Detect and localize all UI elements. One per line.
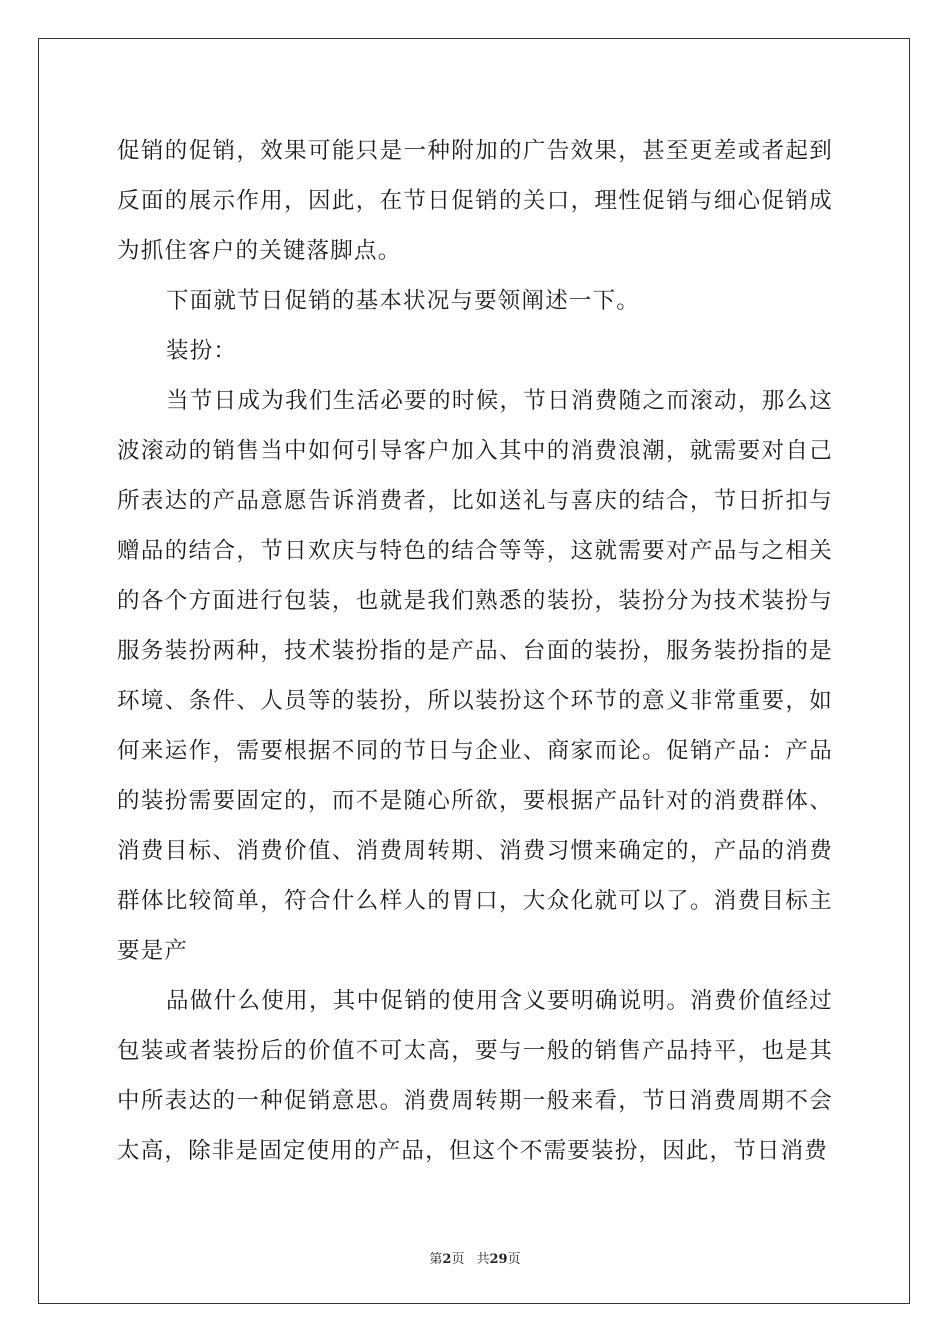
paragraph-2: 下面就节日促销的基本状况与要领阐述一下。 xyxy=(166,288,641,314)
page-footer xyxy=(0,1248,950,1267)
document-body xyxy=(117,126,833,1176)
paragraph-4: 品做什么使用，其中促销的使用含义要明确说明。消费价值经过包装或者装扮后的价值不可太高，要与一般的销售产品持平，也是其中所表达的一种促销意思。消费周转期一般来看，节日消费周期不会太高，除非是固定使用的产品，但这个不需要装扮，因此，节日消费 xyxy=(117,988,833,1164)
paragraph-3: 当节日成为我们生活必要的时候，节日消费随之而滚动，那么这波滚动的销售当中如何引导客户加入其中的消费浪潮，就需要对自己所表达的产品意愿告诉消费者，比如送礼与喜庆的结合，节日折扣与赠品的结合，节日欢庆与特色的结合等等，这就需要对产品与之相关的各个方面进行包装，也就是我们熟悉的装扮，装扮分为技术装扮与服务装扮两种，技术装扮指的是产品、台面的装扮，服务装扮指的是环境、条件、人员等的装扮，所以装扮这个环节的意义非常重要，如何来运作，需要根据不同的节日与企业、商家而论。促销产品：产品的装扮需要固定的，而不是随心所欲，要根据产品针对的消费群体、消费目标、消费价值、消费周转期、消费习惯来确定的，产品的消费群体比较简单，符合什么样人的胃口，大众化就可以了。消费目标主要是产 xyxy=(117,388,833,964)
total-pages: 29 xyxy=(489,1252,508,1267)
page-unit: 页 xyxy=(451,1252,465,1267)
page-number: 2 xyxy=(442,1252,452,1267)
total-unit: 页 xyxy=(507,1252,521,1267)
page-prefix: 第 xyxy=(429,1252,443,1267)
total-prefix: 共 xyxy=(476,1252,490,1267)
paragraph-1: 促销的促销，效果可能只是一种附加的广告效果，甚至更差或者起到反面的展示作用，因此，在节日促销的关口，理性促销与细心促销成为抓住客户的关键落脚点。 xyxy=(117,138,833,264)
section-heading-zhuangban: 装扮： xyxy=(166,338,238,364)
